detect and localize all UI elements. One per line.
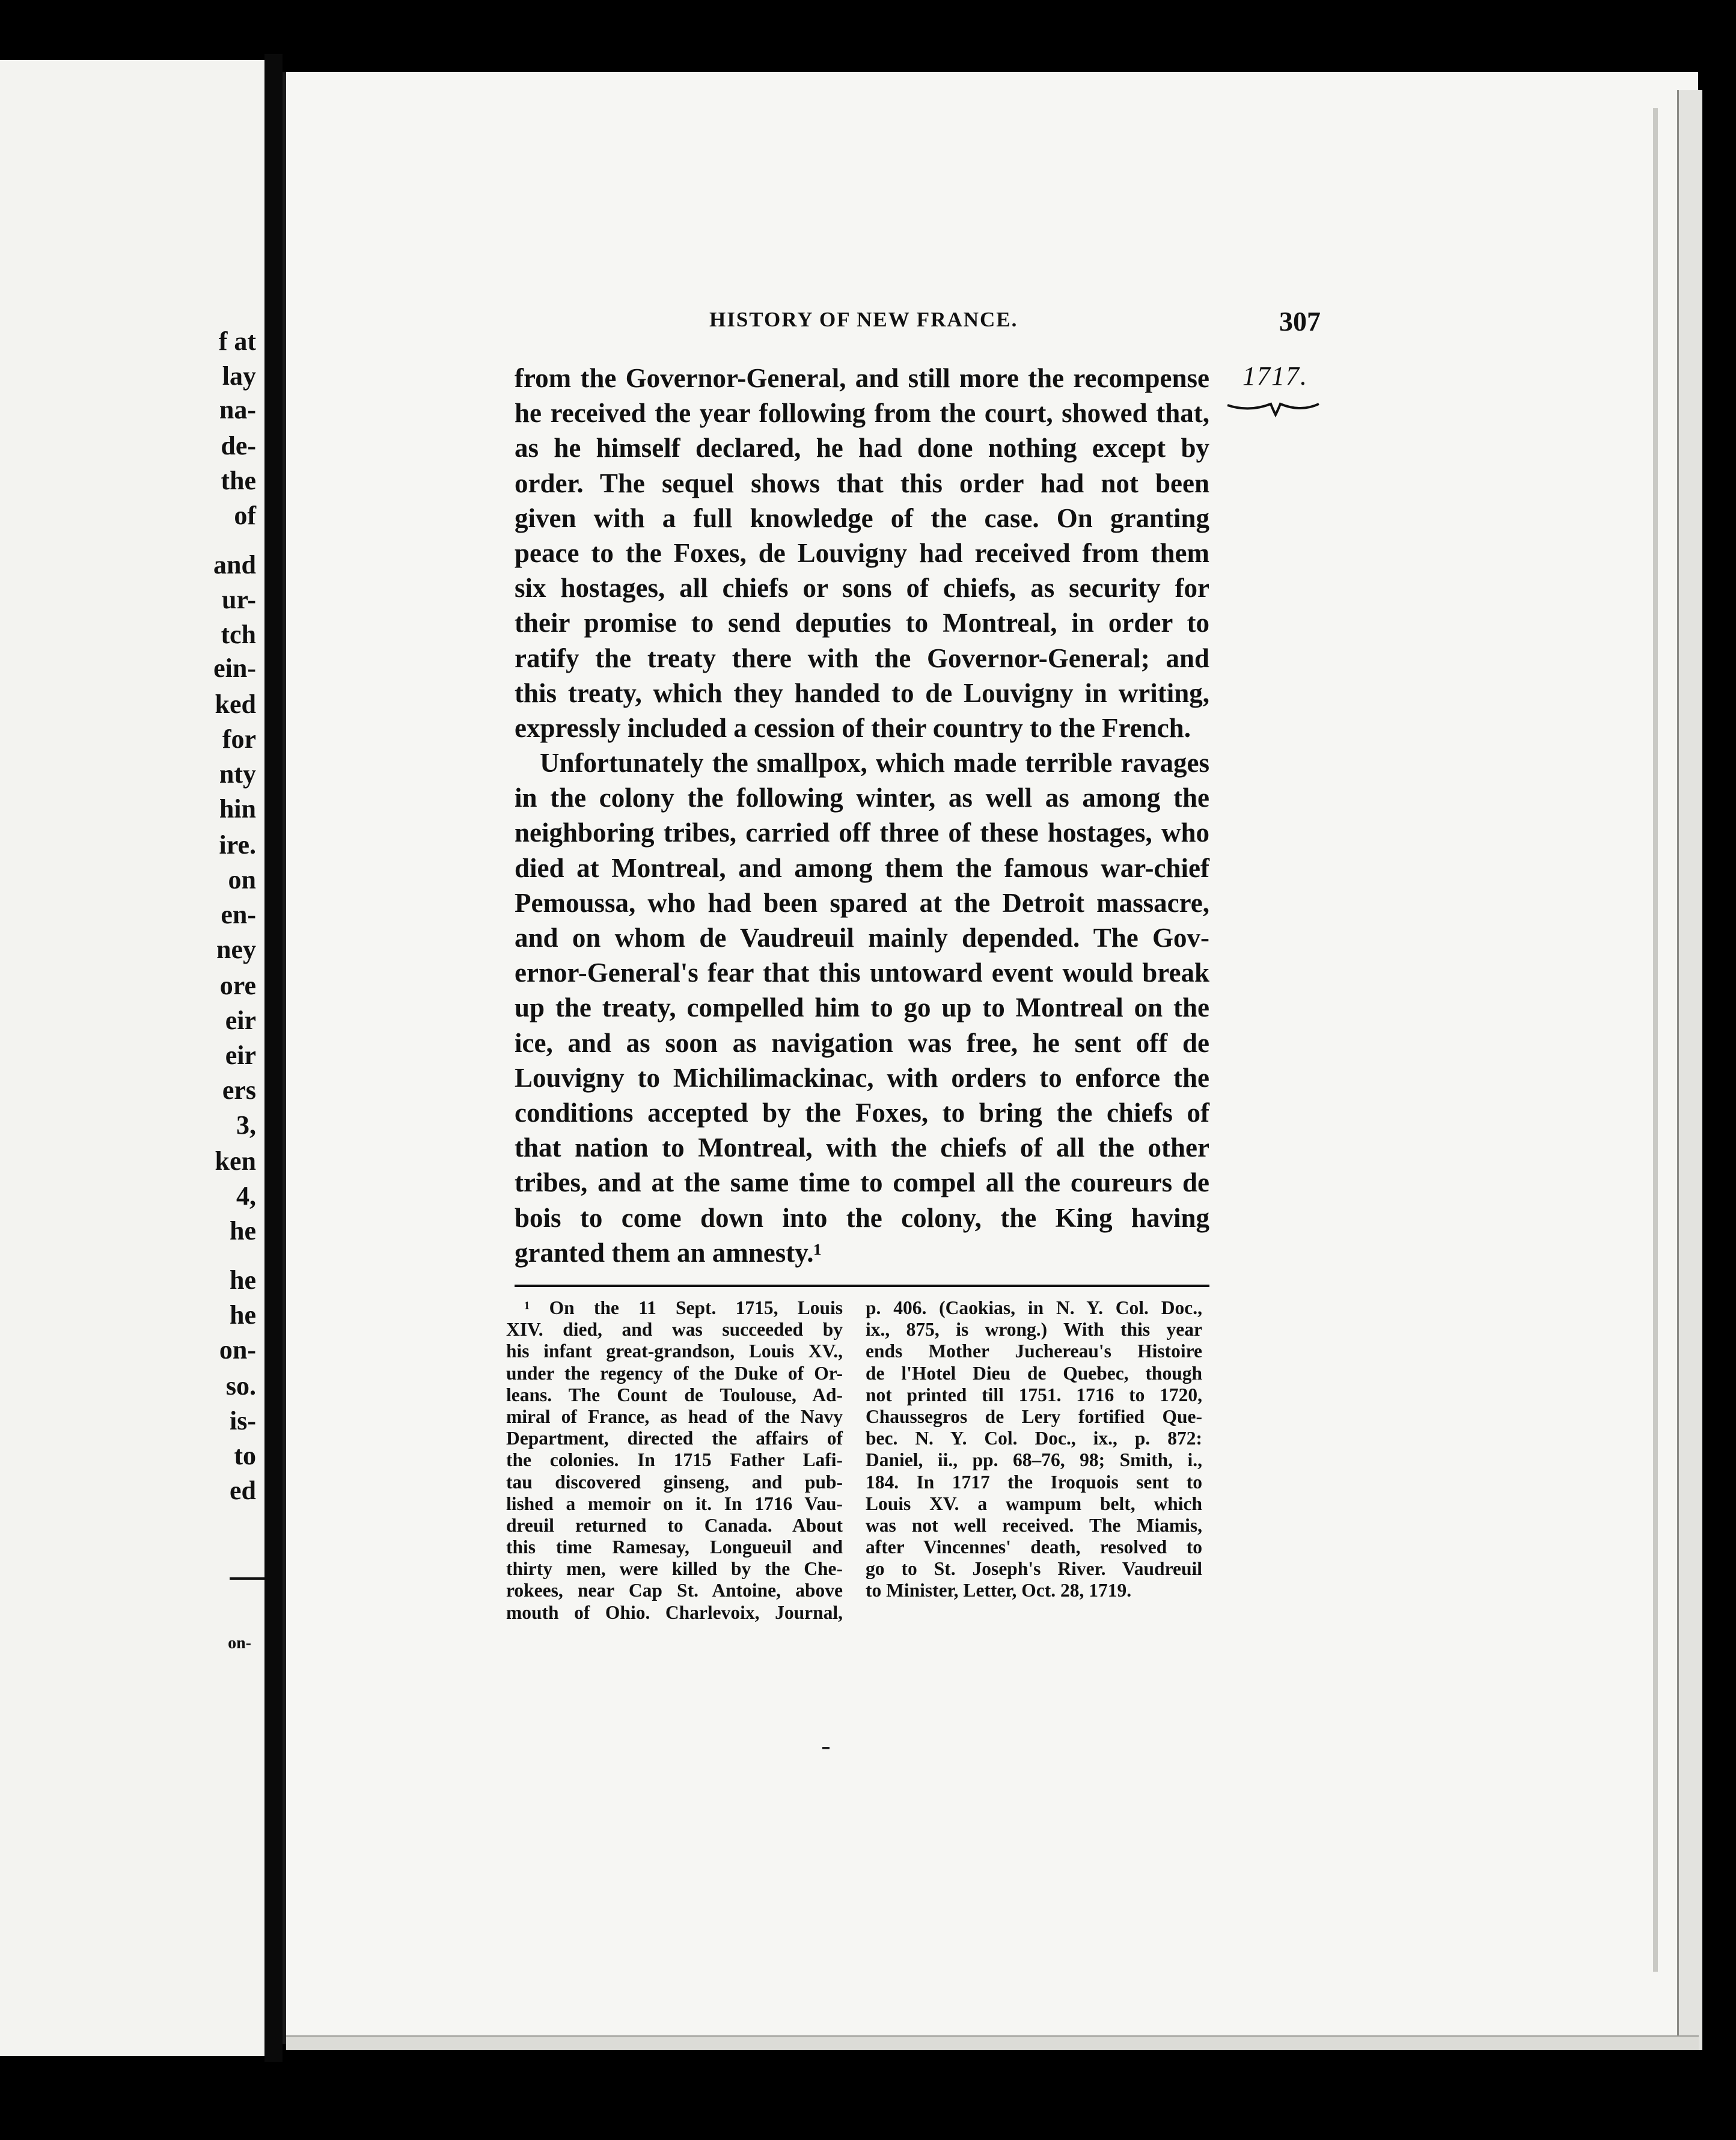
body-line: ratify the treaty there with the Governor-General; and	[515, 643, 1209, 673]
body-line: expressly included a cession of their country to the French.	[515, 712, 1191, 743]
left-page-line: on	[228, 865, 256, 894]
left-page-line: ney	[216, 935, 256, 964]
footnote-line: not printed till 1751. 1716 to 1720,	[866, 1384, 1202, 1405]
left-page-line: lay	[222, 361, 256, 391]
body-line: he received the year following from the court, showed that,	[515, 398, 1209, 429]
margin-brace-mark	[1225, 397, 1321, 421]
left-page-line: on-	[219, 1335, 256, 1365]
footnote-line: dreuil returned to Canada. About	[506, 1514, 843, 1536]
body-line: given with a full knowledge of the case. On granting	[515, 503, 1209, 533]
left-page-line: is-	[230, 1406, 256, 1435]
left-facing-page	[0, 60, 264, 2056]
left-page-line: ire.	[219, 830, 256, 860]
footnote-line: go to St. Joseph's River. Vaudreuil	[866, 1558, 1202, 1580]
body-line: in the colony the following winter, as well as among the	[515, 783, 1209, 813]
body-line: order. The sequel shows that this order had not been	[515, 468, 1209, 498]
left-page-line: he	[230, 1265, 256, 1295]
footnote-line: mouth of Ohio. Charlevoix, Journal,	[506, 1601, 843, 1623]
body-line: peace to the Foxes, de Louvigny had received from them	[515, 537, 1209, 568]
left-page-footnote-fragment: on-	[228, 1634, 251, 1652]
left-page-line: so.	[225, 1371, 256, 1401]
body-line: ice, and as soon as navigation was free, he sent off de	[515, 1027, 1209, 1058]
body-line: six hostages, all chiefs or sons of chiefs, as security for	[515, 573, 1209, 604]
left-page-line: 3,	[236, 1110, 256, 1140]
left-page-line: na-	[219, 395, 256, 424]
footnote-line: after Vincennes' death, resolved to	[866, 1536, 1202, 1558]
footnote-line: to Minister, Letter, Oct. 28, 1719.	[866, 1580, 1132, 1601]
left-page-line: and	[213, 550, 256, 579]
left-page-line: nty	[219, 759, 256, 789]
body-line: tribes, and at the same time to compel all the coureurs de	[515, 1167, 1209, 1198]
footnote-line: leans. The Count de Toulouse, Ad-	[506, 1384, 843, 1405]
body-line: Pemoussa, who had been spared at the Detroit massacre,	[515, 887, 1209, 918]
footnote-column-right	[866, 1297, 1202, 1602]
left-page-line: he	[230, 1216, 256, 1246]
footnote-line: de l'Hotel Dieu de Quebec, though	[866, 1362, 1202, 1384]
left-page-footnote-rule	[230, 1577, 264, 1580]
footnote-line: this time Ramesay, Longueuil and	[506, 1536, 843, 1558]
left-page-line: ken	[215, 1146, 256, 1176]
body-line: died at Montreal, and among them the famous war-chief	[515, 852, 1209, 883]
body-line: conditions accepted by the Foxes, to bring the chiefs of	[515, 1097, 1209, 1128]
left-page-line: ked	[215, 689, 256, 719]
left-page-line: for	[222, 724, 256, 754]
left-page-line: of	[234, 501, 256, 530]
body-line: as he himself declared, he had done nothing except by	[515, 433, 1209, 463]
body-line: ernor-General's fear that this untoward event would break	[515, 958, 1209, 988]
left-page-line: ed	[230, 1476, 256, 1505]
body-line: their promise to send deputies to Montreal, in order to	[515, 608, 1209, 638]
footnote-line: lished a memoir on it. In 1716 Vau-	[506, 1493, 843, 1514]
body-line: and on whom de Vaudreuil mainly depended. The Gov-	[515, 923, 1209, 953]
body-line: this treaty, which they handed to de Louvigny in writing,	[515, 677, 1209, 708]
body-line: from the Governor-General, and still more the recompense	[515, 363, 1209, 393]
body-line: bois to come down into the colony, the King having	[515, 1202, 1209, 1233]
left-page-line: ers	[222, 1075, 256, 1105]
left-page-line: to	[234, 1441, 256, 1470]
running-head: HISTORY OF NEW FRANCE.	[709, 308, 1018, 331]
footnote-line: thirty men, were killed by the Che-	[506, 1558, 843, 1580]
left-page-line: f at	[218, 326, 256, 356]
footnote-line: Department, directed the affairs of	[506, 1428, 843, 1449]
footnote-line: under the regency of the Duke of Or-	[506, 1362, 843, 1384]
page-number: 307	[1279, 306, 1321, 337]
body-line: that nation to Montreal, with the chiefs of all the other	[515, 1133, 1209, 1163]
left-page-line: eir	[225, 1041, 256, 1070]
footnote-line: ends Mother Juchereau's Histoire	[866, 1341, 1202, 1362]
footnote-line: ¹ On the 11 Sept. 1715, Louis	[524, 1297, 843, 1318]
footnote-line: XIV. died, and was succeeded by	[506, 1319, 843, 1341]
body-line: up the treaty, compelled him to go up to Montreal on the	[515, 992, 1209, 1023]
left-page-line: de-	[221, 431, 256, 460]
page-speck	[822, 1747, 830, 1749]
footnote-line: bec. N. Y. Col. Doc., ix., p. 872:	[866, 1428, 1202, 1449]
left-page-line: eir	[225, 1006, 256, 1035]
body-line: neighboring tribes, carried off three of these hostages, who	[515, 818, 1209, 848]
footnote-line: was not well received. The Miamis,	[866, 1514, 1202, 1536]
body-line: Unfortunately the smallpox, which made terrible ravages	[540, 748, 1209, 778]
footnote-line: Chaussegros de Lery fortified Que-	[866, 1405, 1202, 1427]
left-page-line: ore	[219, 971, 256, 1000]
left-page-line: he	[230, 1300, 256, 1330]
left-page-line: ur-	[221, 585, 256, 614]
left-page-line: tch	[221, 620, 256, 649]
left-page-line: the	[221, 466, 256, 495]
footnote-line: tau discovered ginseng, and pub-	[506, 1471, 843, 1493]
footnote-line: 184. In 1717 the Iroquois sent to	[866, 1471, 1202, 1493]
page-stack-edge	[1677, 90, 1702, 2050]
left-page-line: ein-	[213, 653, 256, 683]
footnote-rule	[515, 1285, 1209, 1287]
footnote-line: rokees, near Cap St. Antoine, above	[506, 1580, 843, 1601]
body-line: granted them an amnesty.¹	[515, 1237, 822, 1268]
footnote-line: ix., 875, is wrong.) With this year	[866, 1319, 1202, 1341]
left-page-line: hin	[219, 794, 256, 824]
footnote-column-left	[506, 1297, 843, 1624]
footnote-line: Louis XV. a wampum belt, which	[866, 1493, 1202, 1514]
footnote-line: the colonies. In 1715 Father Lafi-	[506, 1449, 843, 1471]
left-page-line: en-	[221, 900, 256, 929]
left-page-line: 4,	[236, 1181, 256, 1211]
footnote-line: Daniel, ii., pp. 68–76, 98; Smith, i.,	[866, 1449, 1202, 1471]
footnote-line: his infant great-grandson, Louis XV.,	[506, 1341, 843, 1362]
footnote-line: miral of France, as head of the Navy	[506, 1405, 843, 1427]
book-gutter	[264, 54, 283, 2062]
margin-year: 1717.	[1242, 361, 1308, 391]
page-bottom-edge	[286, 2035, 1699, 2050]
body-text	[515, 361, 1209, 1270]
page-edge-shadow	[1653, 108, 1658, 1972]
body-line: Louvigny to Michilimackinac, with orders to enforce the	[515, 1062, 1209, 1093]
footnote-line: p. 406. (Caokias, in N. Y. Col. Doc.,	[866, 1297, 1202, 1318]
